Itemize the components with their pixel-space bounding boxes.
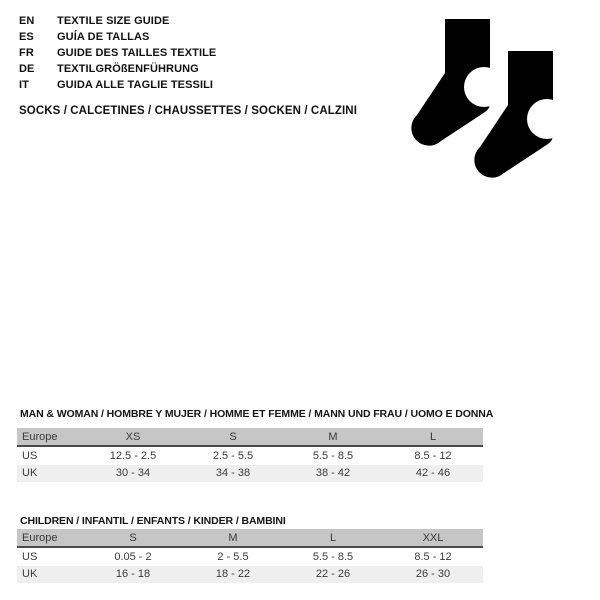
table-cell: 8.5 - 12 — [414, 449, 452, 462]
table-header-cell: XXL — [422, 531, 444, 544]
sock-heel-cutout — [464, 67, 504, 107]
table-header-cell: M — [328, 430, 338, 443]
table-row-us — [17, 548, 483, 566]
table-header-cell: M — [228, 531, 238, 544]
category-title: SOCKS / CALCETINES / CHAUSSETTES / SOCKEN / CALZINI — [19, 105, 357, 117]
language-code: EN — [19, 15, 35, 27]
language-row-fr — [19, 45, 216, 61]
table-cell: 8.5 - 12 — [414, 550, 452, 563]
language-label: GUIDE DES TAILLES TEXTILE — [57, 47, 217, 59]
language-row-es — [19, 29, 216, 45]
table-header-cell: S — [229, 430, 237, 443]
table-cell: 18 - 22 — [215, 568, 251, 581]
man-woman-size-table — [17, 428, 483, 482]
children-table-title: CHILDREN / INFANTIL / ENFANTS / KINDER / BAMBINI — [20, 515, 286, 527]
language-code: ES — [19, 31, 34, 43]
table-header-cell: S — [129, 531, 137, 544]
table-cell: 16 - 18 — [115, 568, 151, 581]
table-cell: 5.5 - 8.5 — [312, 449, 354, 462]
table-cell: 34 - 38 — [215, 467, 251, 480]
language-code: IT — [19, 79, 29, 91]
table-cell: 38 - 42 — [315, 467, 351, 480]
language-label: TEXTILGRÖßENFÜHRUNG — [57, 63, 199, 75]
row-label: UK — [22, 568, 38, 581]
language-code: FR — [19, 47, 34, 59]
table-row-uk — [17, 465, 483, 483]
children-size-table — [17, 529, 483, 583]
row-label: UK — [22, 467, 38, 480]
table-header-row — [17, 428, 483, 447]
table-cell: 2 - 5.5 — [217, 550, 249, 563]
table-header-cell: Europe — [22, 531, 58, 544]
table-header-cell: L — [429, 430, 437, 443]
table-row-us — [17, 447, 483, 465]
row-label: US — [22, 449, 38, 462]
language-label: GUÍA DE TALLAS — [57, 31, 150, 43]
language-row-de — [19, 61, 216, 77]
table-cell: 22 - 26 — [315, 568, 351, 581]
table-header-cell: XS — [125, 430, 141, 443]
table-cell: 42 - 46 — [415, 467, 451, 480]
table-cell: 12.5 - 2.5 — [109, 449, 157, 462]
table-cell: 30 - 34 — [115, 467, 151, 480]
table-header-cell: L — [329, 531, 337, 544]
table-cell: 0.05 - 2 — [114, 550, 152, 563]
language-label: GUIDA ALLE TAGLIE TESSILI — [57, 79, 214, 91]
row-label: US — [22, 550, 38, 563]
language-row-it — [19, 77, 216, 93]
sock-heel-cutout — [527, 99, 567, 139]
table-cell: 5.5 - 8.5 — [312, 550, 354, 563]
table-header-row — [17, 529, 483, 548]
table-header-cell: Europe — [22, 430, 58, 443]
language-row-en — [19, 13, 216, 29]
table-row-uk — [17, 566, 483, 584]
language-code: DE — [19, 63, 35, 75]
socks-icon — [390, 0, 600, 190]
table-cell: 2.5 - 5.5 — [212, 449, 254, 462]
language-label: TEXTILE SIZE GUIDE — [57, 15, 170, 27]
table-cell: 26 - 30 — [415, 568, 451, 581]
language-list — [19, 13, 216, 93]
man-woman-table-title: MAN & WOMAN / HOMBRE Y MUJER / HOMME ET FEMME / MANN UND FRAU / UOMO E DONNA — [20, 408, 494, 420]
